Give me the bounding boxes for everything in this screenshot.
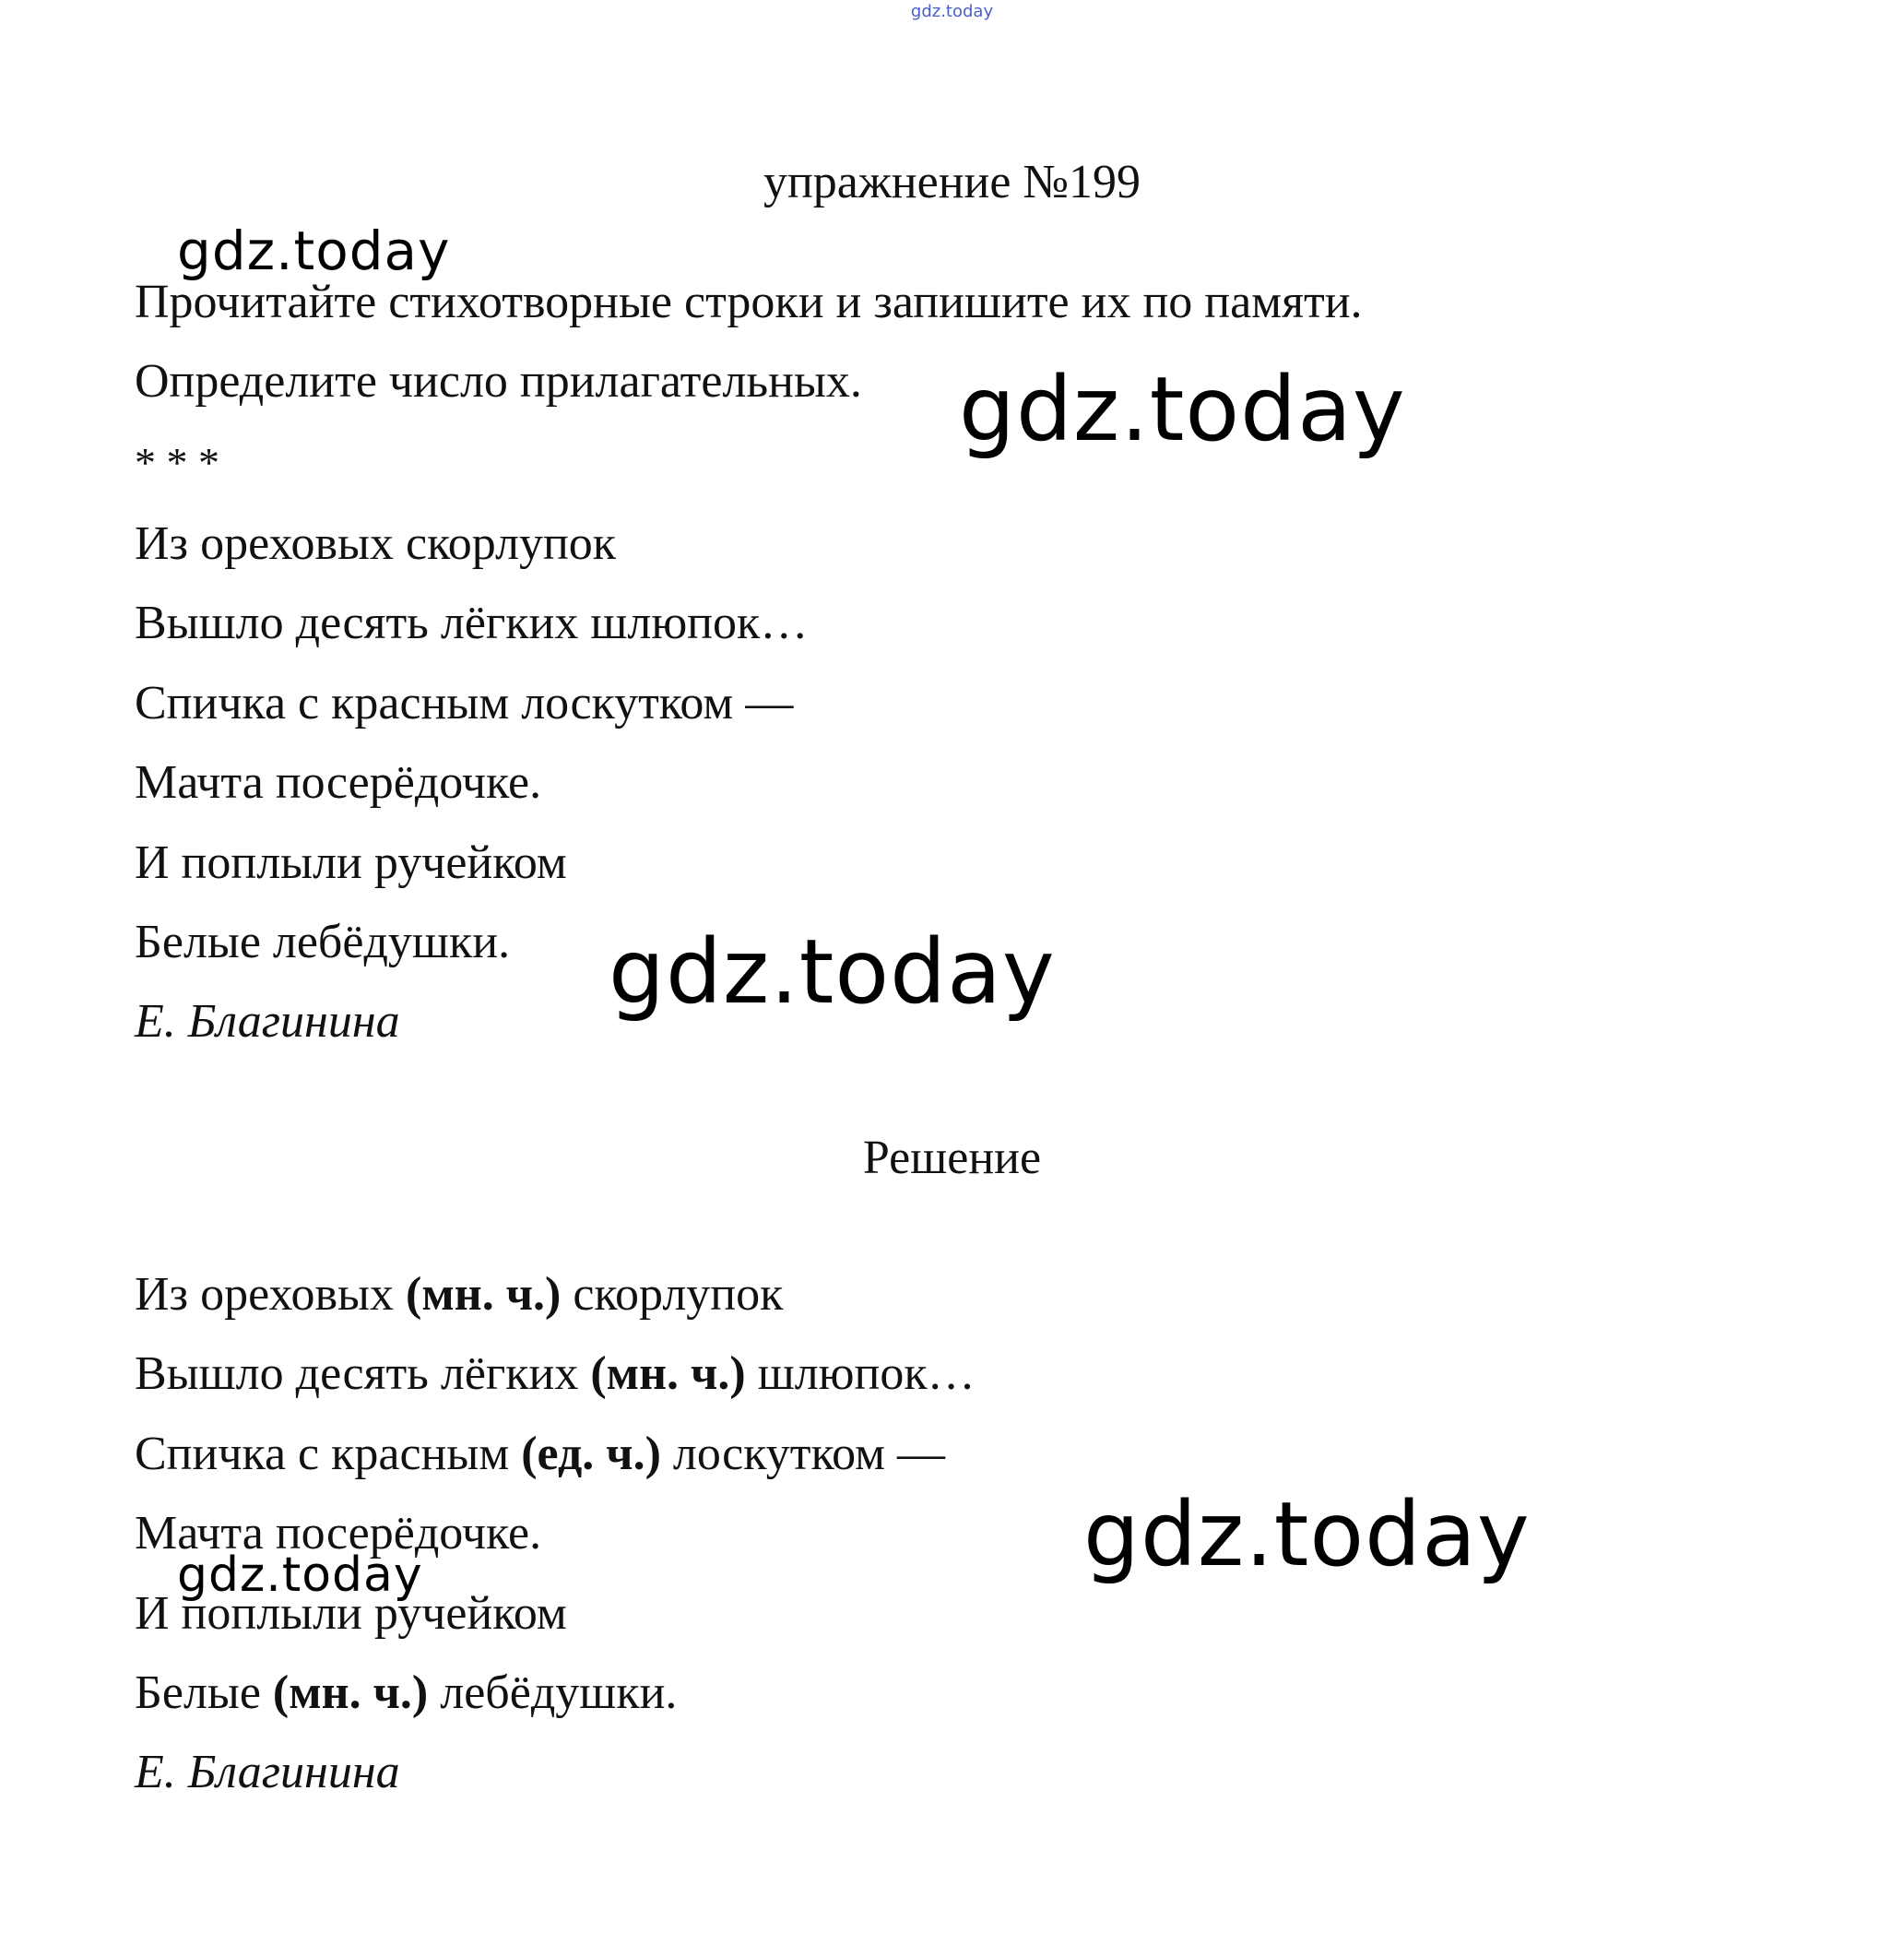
task-line-1: Прочитайте стихотворные строки и запишите их по памяти. (135, 276, 1363, 328)
solution-line-2-after: шлюпок… (745, 1347, 976, 1400)
poem-line-4: Мачта посерёдочке. (135, 756, 542, 809)
solution-line-1-after: скорлупок (561, 1268, 784, 1321)
watermark-2: gdz.today (959, 358, 1406, 461)
watermark-5: gdz.today (177, 1548, 423, 1603)
solution-line-2 (135, 1346, 976, 1402)
solution-author: Е. Благинина (135, 1746, 400, 1798)
solution-line-2-note: (мн. ч.) (590, 1347, 746, 1400)
watermark-4: gdz.today (1083, 1483, 1531, 1586)
solution-line-3-note: (ед. ч.) (521, 1428, 661, 1480)
solution-line-3 (135, 1427, 945, 1482)
solution-line-6 (135, 1666, 677, 1721)
poem-line-3: Спичка с красным лоскутком — (135, 677, 794, 729)
watermark-3: gdz.today (609, 920, 1056, 1024)
solution-line-2-before: Вышло десять лёгких (135, 1347, 591, 1400)
solution-line-5: И поплыли ручейком (135, 1587, 567, 1640)
exercise-title: упражнение №199 (763, 156, 1141, 208)
solution-line-1-before: Из ореховых (135, 1268, 406, 1321)
solution-line-4: Мачта посерёдочке. (135, 1507, 542, 1559)
solution-heading: Решение (862, 1132, 1042, 1184)
solution-line-6-before: Белые (135, 1666, 273, 1719)
solution-line-3-before: Спичка с красным (135, 1428, 522, 1480)
poem-author: Е. Благинина (135, 995, 400, 1048)
watermark-1: gdz.today (177, 219, 451, 282)
poem-line-6: Белые лебёдушки. (135, 916, 511, 968)
solution-line-6-after: лебёдушки. (428, 1666, 678, 1719)
poem-line-1: Из ореховых скорлупок (135, 517, 617, 570)
solution-line-3-after: лоскутком — (660, 1428, 946, 1480)
poem-line-2: Вышло десять лёгких шлюпок… (135, 597, 809, 649)
poem-line-5: И поплыли ручейком (135, 836, 567, 889)
watermark-top: gdz.today (910, 2, 994, 21)
task-line-2: Определите число прилагательных. (135, 355, 862, 408)
solution-line-6-note: (мн. ч.) (272, 1666, 429, 1719)
solution-line-1 (135, 1267, 783, 1322)
asterisks-separator: * * * (135, 439, 219, 486)
solution-line-1-note: (мн. ч.) (406, 1268, 562, 1321)
